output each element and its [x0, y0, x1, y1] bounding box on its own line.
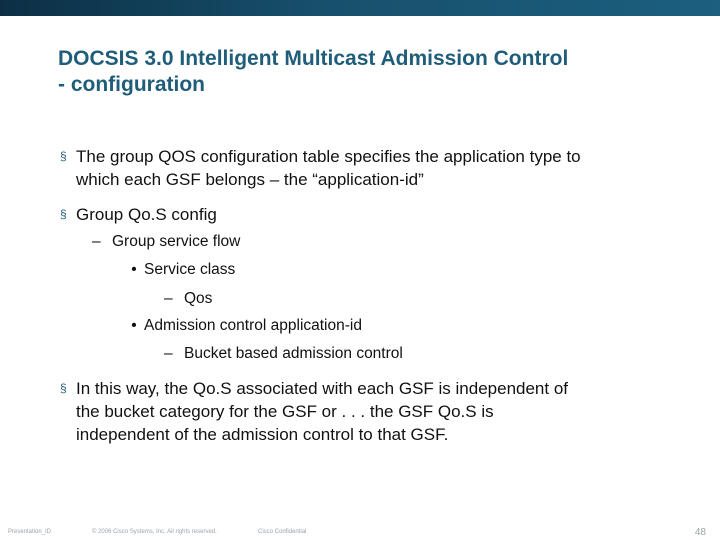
sub-bullet-text: Bucket based admission control: [184, 345, 403, 362]
sub-bullet-admission-control: [124, 316, 362, 336]
slide-footer: [0, 526, 720, 540]
sub-bullet-qos: [164, 289, 212, 309]
sub-bullet-group-service-flow: [92, 232, 240, 252]
dash-bullet-icon: –: [92, 233, 101, 250]
page-number: 48: [694, 527, 706, 538]
bullet-3-line-2: the bucket category for the GSF or . . . the GSF Qo.S is: [76, 402, 494, 421]
dot-bullet-icon: •: [131, 317, 137, 334]
bullet-1: [60, 145, 680, 191]
sub-bullet-text: Qos: [184, 290, 213, 307]
bullet-1-line-2: which each GSF belongs – the “application-id”: [76, 170, 424, 189]
square-bullet-icon: §: [60, 149, 67, 163]
square-bullet-icon: §: [60, 381, 67, 395]
bullet-3-line-1: In this way, the Qo.S associated with each GSF is independent of: [76, 379, 569, 398]
footer-copyright: © 2006 Cisco Systems, Inc. All rights reserved.: [92, 529, 217, 535]
footer-confidential: Cisco Confidential: [258, 529, 307, 535]
sub-bullet-text: Admission control application-id: [144, 317, 362, 334]
square-bullet-icon: §: [60, 207, 67, 221]
slide-title-line-2: - configuration: [58, 73, 205, 96]
footer-presentation-id: Presentation_ID: [8, 529, 52, 535]
slide-title-line-1: DOCSIS 3.0 Intelligent Multicast Admission Control: [58, 47, 569, 70]
dash-bullet-icon: –: [164, 345, 173, 362]
sub-bullet-text: Group service flow: [112, 233, 241, 250]
sub-bullet-bucket-based: [164, 344, 403, 364]
bullet-1-line-1: The group QOS configuration table specifies the application type to: [76, 147, 581, 166]
sub-bullet-service-class: [124, 260, 235, 280]
dot-bullet-icon: •: [131, 261, 137, 278]
bullet-2: [60, 203, 680, 226]
bullet-3: [60, 377, 680, 446]
bullet-3-line-3: independent of the admission control to that GSF.: [76, 425, 449, 444]
sub-bullet-text: Service class: [144, 261, 236, 278]
bullet-2-text: Group Qo.S config: [76, 205, 217, 224]
dash-bullet-icon: –: [164, 290, 173, 307]
